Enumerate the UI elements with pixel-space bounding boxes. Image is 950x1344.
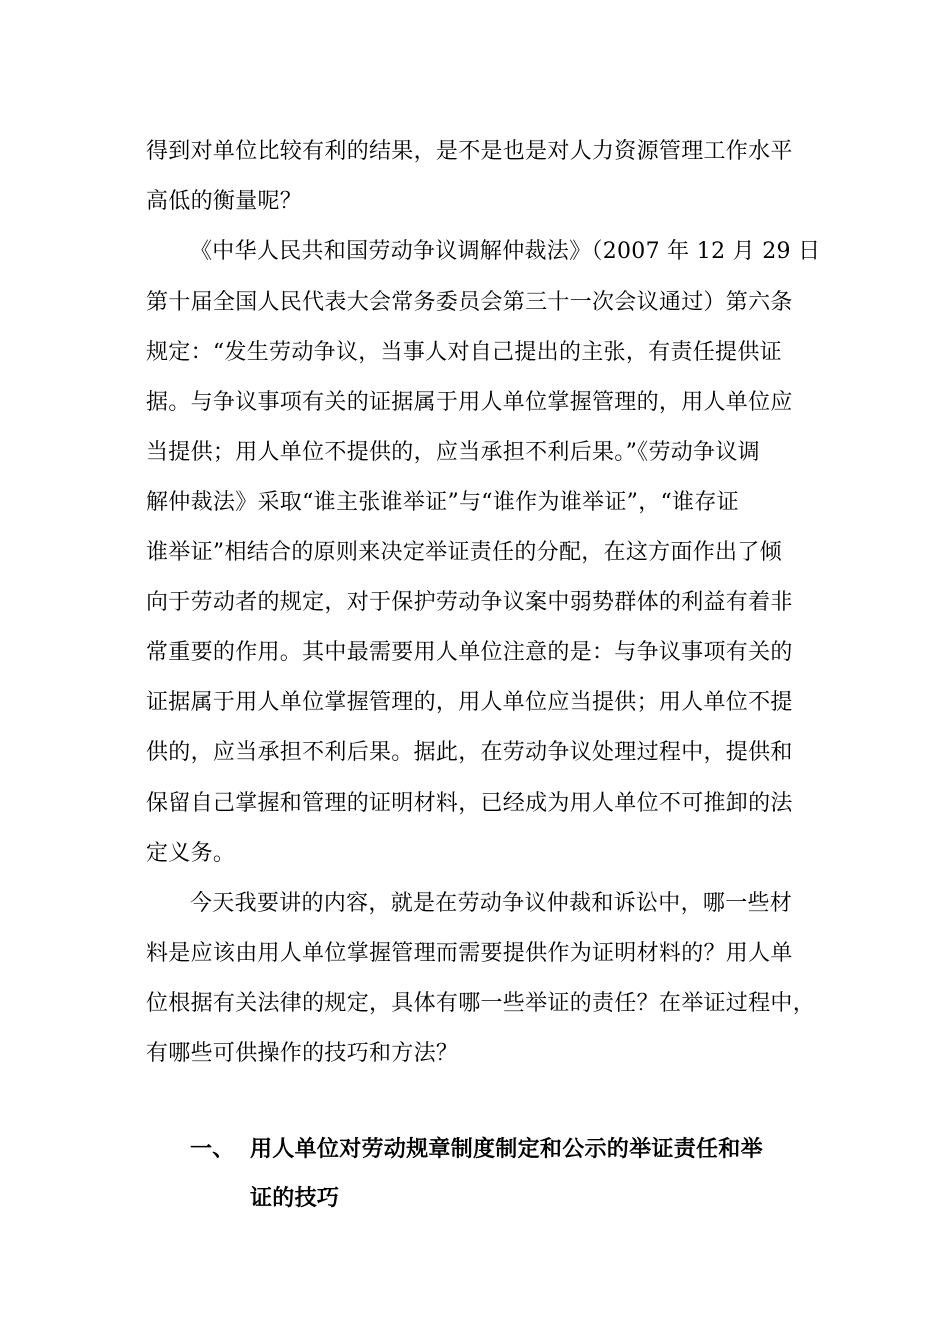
paragraph-line: 解仲裁法》采取“谁主张谁举证”与“谁作为谁举证”，“谁存证 (146, 490, 739, 515)
paragraph-line: 位根据有关法律的规定，具体有哪一些举证的责任？在举证过程中， (146, 991, 816, 1016)
paragraph-line: 料是应该由用人单位掌握管理而需要提供作为证明材料的？用人单 (146, 941, 793, 966)
paragraph-line: 供的，应当承担不利后果。据此，在劳动争议处理过程中，提供和 (146, 740, 793, 765)
paragraph-line: 得到对单位比较有利的结果，是不是也是对人力资源管理工作水平 (146, 139, 793, 164)
section-heading-title-line: 证的技巧 (250, 1185, 340, 1211)
paragraph-line: 《中华人民共和国劳动争议调解仲裁法》（2007 年 12 月 29 日 (190, 239, 821, 264)
section-heading-title-line: 用人单位对劳动规章制度制定和公示的举证责任和举 (250, 1136, 763, 1162)
section-heading-number: 一、 (190, 1136, 235, 1162)
paragraph-line: 保留自己掌握和管理的证明材料，已经成为用人单位不可推卸的法 (146, 791, 793, 816)
paragraph-line: 据。与争议事项有关的证据属于用人单位掌握管理的，用人单位应 (146, 390, 793, 415)
paragraph-line: 证据属于用人单位掌握管理的，用人单位应当提供；用人单位不提 (146, 690, 793, 715)
paragraph-line: 今天我要讲的内容，就是在劳动争议仲裁和诉讼中，哪一些材 (190, 891, 793, 916)
paragraph-line: 当提供；用人单位不提供的，应当承担不利后果。”《劳动争议调 (146, 440, 760, 465)
paragraph-line: 常重要的作用。其中最需要用人单位注意的是：与争议事项有关的 (146, 640, 793, 665)
paragraph-line: 向于劳动者的规定，对于保护劳动争议案中弱势群体的利益有着非 (146, 590, 793, 615)
paragraph-line: 高低的衡量呢？ (146, 189, 303, 214)
paragraph-line: 有哪些可供操作的技巧和方法？ (146, 1041, 459, 1066)
paragraph-line: 规定：“发生劳动争议，当事人对自己提出的主张，有责任提供证 (146, 340, 782, 365)
paragraph-line: 第十届全国人民代表大会常务委员会第三十一次会议通过）第六条 (146, 290, 793, 315)
paragraph-line: 谁举证”相结合的原则来决定举证责任的分配，在这方面作出了倾 (146, 540, 782, 565)
paragraph-line: 定义务。 (146, 841, 236, 866)
